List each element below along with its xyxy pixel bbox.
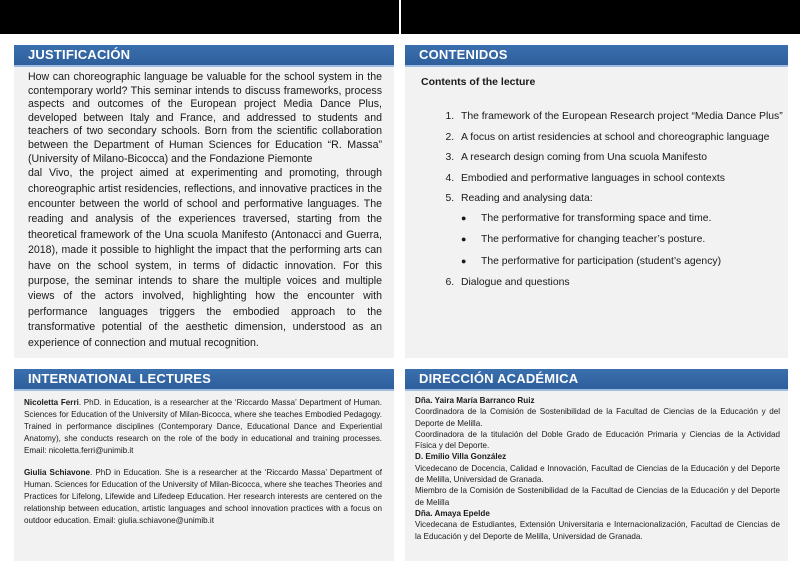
contents-item: 2. A focus on artist residencies at school and choreographic language [457, 131, 788, 145]
lectures-panel [14, 369, 394, 561]
justificacion-panel [14, 45, 394, 358]
director-role: Coordinadora de la titulación del Doble Grado de Educación Primaria y Ciencias de la Actividad Física y del Deporte. [415, 429, 780, 451]
direccion-header: DIRECCIÓN ACADÉMICA [405, 369, 788, 391]
direccion-panel [405, 369, 788, 561]
lectures-header: INTERNATIONAL LECTURES [14, 369, 394, 391]
contents-sublist [461, 212, 788, 269]
contents-subitem: ● The performative for transforming space and time. [461, 212, 712, 224]
bullet-icon: ● [461, 234, 467, 244]
contents-subitem: ● The performative for participation (student’s agency) [461, 255, 722, 267]
lecturer-bio: Giulia Schiavone. PhD in Education. She is a researcher at the ‘Riccardo Massa’ Department of Human. Sciences for Education of the University of Milan-Bicocca, where she teaches Theories and Practices for Lifelong, Lifewide and Lifedeep Education. Her research interests are centered on the relationship between education, artistic languages and school innovation practices with a focus on outdoor education. Email: giulia.schiavone@unimib.it [24, 468, 382, 525]
director-name: Dña. Yaira María Barranco Ruiz [415, 396, 535, 405]
justificacion-text [14, 67, 394, 351]
director-role: Vicedecano de Docencia, Calidad e Innovación, Facultad de Ciencias de la Educación y del Deporte de Melilla, Universidad de Granada. [415, 463, 780, 485]
director-role: Miembro de la Comisión de Sostenibilidad de la Facultad de Ciencias de la Educación y del Deporte de Melilla [415, 486, 780, 507]
bullet-icon: ● [461, 255, 467, 266]
contenidos-panel [405, 45, 788, 358]
justificacion-header: JUSTIFICACIÓN [14, 45, 394, 67]
contents-item: 3. A research design coming from Una scuola Manifesto [457, 151, 788, 165]
contents-item: 1. The framework of the European Research project “Media Dance Plus” [457, 110, 788, 124]
contents-item: 6. Dialogue and questions [457, 276, 788, 290]
contents-item: 4. Embodied and performative languages in school contexts [457, 172, 788, 186]
contents-item: 5. Reading and analysing data: ● The performative for transforming space and time. ● The performative for changing teacher’s posture. ● The performative for participation (student’s agency) [457, 192, 788, 268]
contents-subtitle: Contents of the lecture [421, 76, 536, 88]
lectures-text [14, 391, 394, 527]
bullet-icon: ● [461, 212, 467, 223]
top-bar [0, 0, 800, 34]
contenidos-header: CONTENIDOS [405, 45, 788, 67]
director-role: Vicedecana de Estudiantes, Extensión Universitaria e Internacionalización, Facultad de Ciencias de la Educación y del Deporte de Melilla, Universidad de Granada. [415, 520, 780, 541]
lecturer-name: Giulia Schiavone [24, 468, 91, 477]
lecturer-bio: Nicoletta Ferri. PhD. in Education, is a researcher at the ‘Riccardo Massa’ Department of Human. Sciences for Education of the University of Milan-Bicocca, where she teaches Embodied Pedagogy. Trained in performance disciplines (Contemporary Dance, Educational Dance and Experiential Anatomy), she conducts research on the role of the body in educational and training processes. Email: nicoletta.ferri@unimib.it [24, 398, 382, 455]
contents-list [405, 110, 788, 290]
justificacion-paragraph-1: How can choreographic language be valuable for the school system in the contemporary world? This seminar intends to discuss frameworks, process aspects and outcomes of the European project Media Dance Plus, developed between Italy and France, and addressed to students and teachers of two secondary schools. Born from the scientific collaboration between the Department of Human Sciences for Education “R. Massa” (University of Milano-Bicocca) and the Fondazione Piemonte [28, 71, 382, 165]
lecturer-name: Nicoletta Ferri [24, 398, 79, 407]
director-name: D. Emilio Villa González [415, 452, 507, 462]
top-bar-divider [399, 0, 401, 34]
director-name: Dña. Amaya Epelde [415, 508, 490, 518]
contents-subitem: ● The performative for changing teacher’s posture. [461, 234, 706, 245]
direccion-text [405, 391, 788, 542]
justificacion-paragraph-2: dal Vivo, the project aimed at experimenting and promoting, through choreographic artist residencies, reflections, and innovative practices in the encounter between the world of school and performative languages. The reading and analysis of the experiences traversed, starting from the theoretical framework of the Una scuola Manifesto (Antonacci and Guerra, 2018), made it possible to highlight the impact that the performing arts can have on the school system, in terms of didactic innovation. For this purpose, the seminar intends to share the multiple voices and multiple views of the actors involved, highlighting how the encounter with performance languages triggers the embodied approach to the transformative potential of the aesthetic dimension, understood as an experience of connection and mutual recognition. [28, 167, 382, 349]
director-role: Coordinadora de la Comisión de Sostenibilidad de la Facultad de Ciencias de la Educación y del Deporte de Melilla. [415, 407, 780, 428]
